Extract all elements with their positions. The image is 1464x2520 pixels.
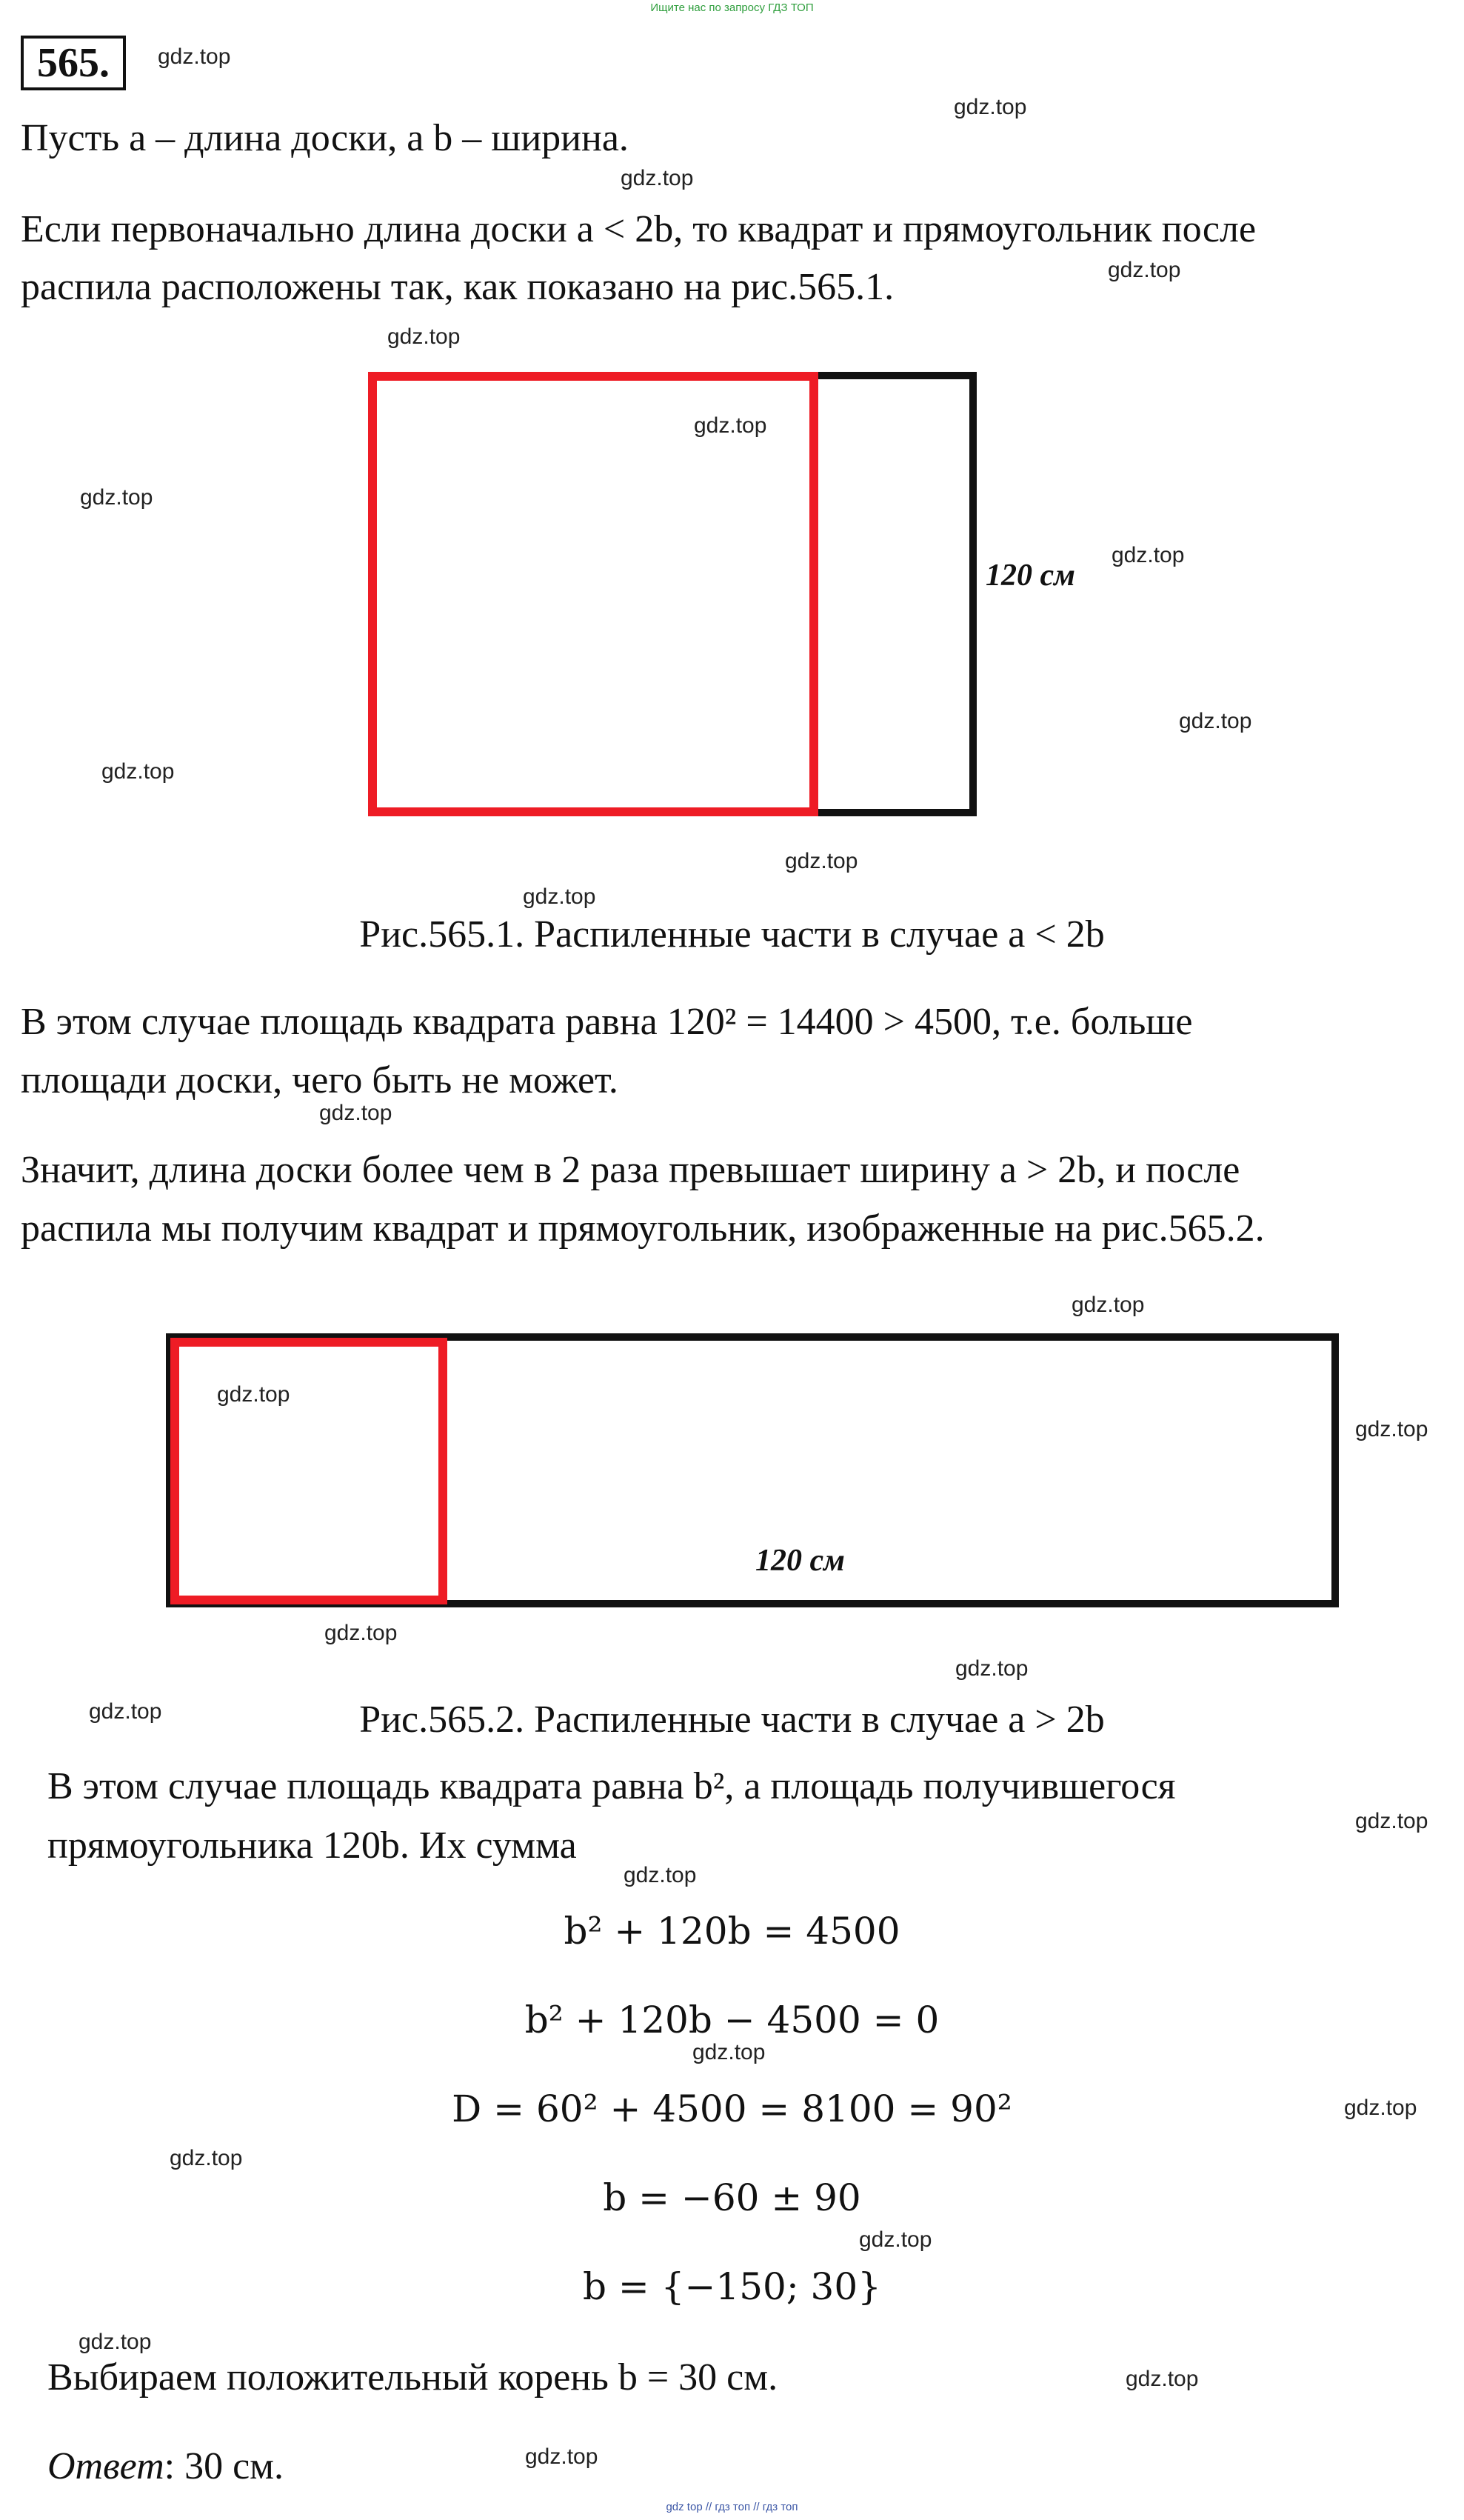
watermark: gdz.top — [217, 1382, 290, 1407]
answer-label: Ответ — [47, 2445, 164, 2487]
watermark: gdz.top — [170, 2146, 243, 2170]
watermark: gdz.top — [1072, 1293, 1145, 1317]
fig1-square — [368, 372, 818, 816]
para2-line2: распила расположены так, как показано на рис.565.1. — [21, 266, 895, 308]
watermark: gdz.top — [525, 2444, 598, 2469]
watermark: gdz.top — [692, 2040, 766, 2064]
para5-line2: прямоугольника 120b. Их сумма — [47, 1824, 577, 1867]
watermark: gdz.top — [1355, 1417, 1428, 1441]
equation-1: b² + 120b = 4500 — [564, 1910, 900, 1953]
watermark: gdz.top — [785, 849, 858, 873]
intro-line: Пусть a – длина доски, а b – ширина. — [21, 117, 629, 159]
para3-line2: площади доски, чего быть не может. — [21, 1059, 618, 1101]
para4-line1: Значит, длина доски более чем в 2 раза превышает ширину a > 2b, и после — [21, 1149, 1240, 1191]
equation-3: D = 60² + 4500 = 8100 = 90² — [452, 2087, 1012, 2130]
para3-line1: В этом случае площадь квадрата равна 120² = 14400 > 4500, т.е. больше — [21, 1001, 1193, 1043]
watermark: gdz.top — [89, 1699, 162, 1724]
watermark: gdz.top — [324, 1621, 398, 1645]
watermark: gdz.top — [80, 485, 153, 510]
fig2-caption: Рис.565.2. Распиленные части в случае a > 2b — [359, 1699, 1105, 1741]
fig1-dimension: 120 см — [986, 559, 1075, 593]
watermark: gdz.top — [621, 166, 694, 190]
bottom-hint: gdz top // гдз топ // гдз топ — [666, 2501, 798, 2513]
watermark: gdz.top — [1179, 709, 1252, 733]
watermark: gdz.top — [1112, 543, 1185, 567]
watermark: gdz.top — [523, 884, 596, 909]
para2-line1: Если первоначально длина доски a < 2b, то квадрат и прямоугольник после — [21, 208, 1257, 250]
watermark: gdz.top — [1355, 1809, 1428, 1833]
top-hint: Ищите нас по запросу ГДЗ ТОП — [650, 1, 814, 14]
fig2-dimension: 120 см — [755, 1544, 845, 1578]
watermark: gdz.top — [1108, 258, 1181, 282]
watermark: gdz.top — [158, 44, 231, 69]
watermark: gdz.top — [1344, 2096, 1417, 2120]
watermark: gdz.top — [954, 95, 1027, 119]
para4-line2: распила мы получим квадрат и прямоугольник, изображенные на рис.565.2. — [21, 1207, 1265, 1250]
conclusion-line: Выбираем положительный корень b = 30 см. — [47, 2356, 778, 2399]
equation-2: b² + 120b − 4500 = 0 — [524, 1999, 940, 2041]
watermark: gdz.top — [955, 1656, 1029, 1681]
watermark: gdz.top — [78, 2330, 152, 2354]
watermark: gdz.top — [694, 413, 767, 438]
watermark: gdz.top — [859, 2227, 932, 2252]
fig1-caption: Рис.565.1. Распиленные части в случае a < 2b — [359, 913, 1105, 956]
watermark: gdz.top — [387, 324, 461, 349]
watermark: gdz.top — [319, 1101, 392, 1125]
problem-number: 565. — [21, 36, 126, 90]
equation-4: b = −60 ± 90 — [603, 2176, 861, 2219]
watermark: gdz.top — [624, 1863, 697, 1887]
equation-5: b = {−150; 30} — [582, 2265, 881, 2308]
fig2-square — [170, 1338, 447, 1604]
watermark: gdz.top — [1126, 2367, 1199, 2391]
answer-value: : 30 см. — [164, 2445, 284, 2487]
watermark: gdz.top — [101, 759, 175, 784]
answer-line — [47, 2443, 284, 2490]
para5-line1: В этом случае площадь квадрата равна b², а площадь получившегося — [47, 1765, 1176, 1807]
